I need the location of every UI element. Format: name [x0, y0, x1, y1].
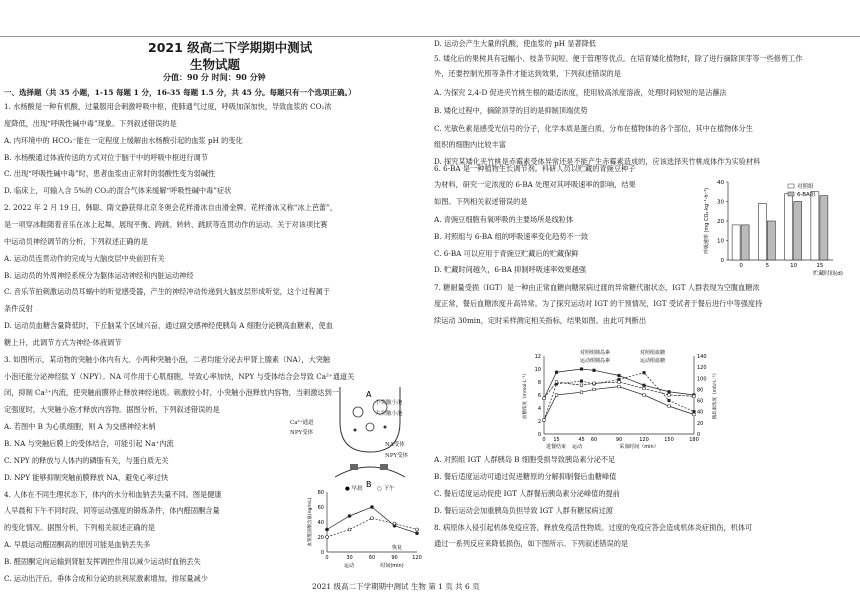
- x-tick-label: 0: [739, 263, 743, 269]
- bar: [741, 225, 749, 260]
- text-line: D. 运动员血糖含量降低时，下丘脑某个区域兴奋，通过副交感神经使胰岛 A 细胞分泌胰高血糖素，使血: [4, 321, 333, 331]
- data-point: [348, 528, 351, 531]
- x-tick-label: 5: [765, 263, 770, 269]
- text-line: 3. 如图所示，某动物的突触小体内有大、小两种突触小泡，二者均能分泌去甲肾上腺素（NA），大突触: [4, 354, 331, 364]
- text-line: D. 临床上，可输入含 5%的 CO₂的混合气体来缓解“呼吸性碱中毒”症状: [4, 186, 232, 196]
- data-point: [326, 528, 329, 531]
- data-point: [326, 536, 329, 539]
- data-point: [618, 385, 621, 388]
- data-point: [543, 397, 546, 400]
- text-line: 8. 病原体入侵引起机体免疫应答，释放免疫活性物质。过度的免疫应答会造成机体炎症损伤，机体可: [434, 523, 753, 532]
- text-line: C. 光敏色素是感受光信号的分子，化学本质是蛋白质，分布在植物体的各个部位，其中在植物体分生: [434, 124, 753, 133]
- text-line: 糖上升，此调节方式为神经-体液调节: [4, 337, 122, 347]
- score-time: 分值：90 分 时间：90 分钟: [163, 72, 266, 82]
- text-line: B. 醛固酮定向运输到肾脏发挥调控作用以减少运动时血钠丢失: [4, 556, 201, 566]
- data-point: [371, 506, 374, 509]
- data-point: [643, 387, 646, 390]
- data-point: [555, 371, 558, 374]
- text-line: 续运动 30min，定时采样测定相关指标，结果如图。由此可判断出: [434, 316, 647, 325]
- text-line: 组织的细胞内比较丰富: [434, 140, 506, 149]
- legend-afternoon: ○ 下午: [377, 486, 395, 492]
- text-line: 为材料，研究一定浓度的 6-BA 处理对其呼吸速率的影响，结果: [434, 180, 636, 189]
- text-line: 的变化情况。据图分析，下列相关叙述正确的是: [4, 523, 155, 533]
- y-tick-label-left: 0: [537, 432, 541, 438]
- y-tick-label-right: 80: [697, 387, 704, 394]
- text-line: B. 餐后适度运动可通过促进糖原的分解抑制餐后血糖峰值: [434, 472, 617, 481]
- text-line: 中运动员神经调节的分析，下列叙述正确的是: [4, 236, 148, 246]
- data-point: [668, 394, 671, 397]
- fig3-label-small: 小突触小泡: [375, 400, 403, 406]
- data-point: [580, 391, 583, 394]
- glucose-insulin-chart: [520, 346, 720, 462]
- bar: [811, 192, 819, 260]
- y-tick-label-left: 6: [537, 393, 541, 399]
- text-line: 4. 人体在不同生理状态下，体内的水分和血钠丢失量不同。图是健康: [4, 489, 222, 499]
- y-tick-label-left: 2: [537, 419, 541, 425]
- y-tick-label-right: 40: [697, 409, 704, 416]
- x-tick-label: 90: [615, 437, 623, 443]
- data-point: [416, 528, 419, 531]
- section-instruction: 一、选择题（共 35 小题，1-15 每题 1 分，16-35 每题 1.5 分，共 45 分。每题只有一个选项正确。）: [4, 88, 356, 97]
- text-line: C. 6-BA 可以应用于青豌豆贮藏后的贮藏保鲜: [434, 249, 579, 258]
- data-point: [693, 410, 696, 413]
- data-point: [618, 378, 621, 381]
- text-line: D. NPY 能够抑制突触前膜释放 NA，避免心率过快: [4, 472, 169, 482]
- legend-swatch: [788, 184, 794, 188]
- y-tick-label: 0: [720, 258, 724, 264]
- letter-a: A: [366, 390, 372, 399]
- x-tick-label: 120: [412, 555, 422, 561]
- data-point: [543, 419, 546, 422]
- data-point: [593, 369, 596, 372]
- data-point: [693, 395, 696, 398]
- y-tick-label: 30: [717, 199, 724, 206]
- text-line: B. 矮化过程中，摘除顶芽的目的是抑制顶端优势: [434, 106, 588, 115]
- x-tick-label: 0: [325, 555, 329, 561]
- y-tick-label-left: 4: [537, 406, 541, 412]
- subject-title: 生物试题: [190, 57, 241, 72]
- y-axis-label-right: 胰岛素浓度（mIU·L⁻¹）: [713, 370, 718, 420]
- legend-label: 对照组胰岛素: [580, 350, 611, 356]
- y-tick-label-right: 140: [697, 354, 707, 360]
- text-line: D. 餐后运动会加重胰岛负担导致 IGT 人群有糖尿病过渡: [434, 506, 613, 515]
- text-line: B. 运动员的外周神经系统分为躯体运动神经和内脏运动神经: [4, 270, 194, 280]
- respiration-bar-chart: [700, 170, 860, 285]
- fig3-label-large: 大突触小泡: [375, 411, 403, 417]
- y-tick-label: 20: [717, 219, 724, 225]
- data-point: [618, 381, 621, 384]
- y-tick-label-left: 8: [537, 380, 541, 386]
- data-point: [668, 405, 671, 408]
- legend-label: 6-BA组: [797, 192, 816, 198]
- text-line: 度降低，出现“呼吸性碱中毒”现象。下列叙述错误的是: [4, 118, 177, 128]
- text-line: A. 对照组 IGT 人群胰岛 B 细胞受损导致胰岛素分泌不足: [434, 455, 616, 464]
- legend-swatch: [788, 192, 794, 196]
- data-point: [593, 388, 596, 391]
- y-tick-label-right: 60: [697, 398, 704, 405]
- legend-label: 对照组: [797, 184, 814, 190]
- text-line: A. 为探究 2,4-D 促进夹竹桃生根的最适浓度，使用较高浓度溶液，处理时间较短的是沾蘸法: [434, 88, 727, 97]
- x-tick-label: 0: [542, 437, 546, 443]
- data-point: [393, 522, 396, 525]
- data-point: [555, 394, 558, 397]
- text-line: A. 运动员连贯动作的完成与大脑皮层中央前回有关: [4, 253, 165, 263]
- fig3-label-ca: Ca²⁺通道: [290, 420, 314, 426]
- text-line: C. 运动出汗后，垂体合成和分泌的抗利尿激素增加，排尿量减少: [4, 573, 208, 583]
- page-footer: 2021 级高二下学期期中测试 生物 第 1 页 共 6 页: [312, 582, 480, 591]
- text-line: 人早晨和下午不同时段、同等运动强度的锻炼条件，体内醛固酮含量: [4, 506, 220, 516]
- text-line: 闭，抑制 Ca²⁺内流，使突触前膜停止释放神经递质。刺激较小时，小突触小泡释放内容物，当刺激达到一: [4, 388, 339, 398]
- y-tick-label: 60: [317, 505, 324, 511]
- data-point: [348, 515, 351, 518]
- annotation-exercise: 运动: [572, 444, 583, 450]
- text-line: B. 水杨酸通过体液传送的方式对位于脑干中的呼吸中枢进行调节: [4, 152, 208, 162]
- y-tick-label-right: 0: [697, 432, 701, 438]
- text-line: 1. 水杨酸是一种有机酸，过量服用会刺激呼吸中枢，使肺通气过度，呼吸加深加快，导致血浆的 CO₂浓: [4, 102, 332, 111]
- y-tick-label: 10: [717, 238, 724, 245]
- x-tick-label: 30: [346, 555, 353, 561]
- data-point: [416, 532, 419, 535]
- fig3-label-na: NA受体: [385, 442, 405, 448]
- data-point: [580, 384, 583, 387]
- fig3-label-npy: NPY受体: [290, 430, 314, 436]
- data-point: [693, 413, 696, 416]
- text-line: 6. 6-BA 是一种植物生长调节剂。科研人员以贮藏的青豌豆种子: [434, 164, 636, 173]
- x-axis-label: 采血时间（min）: [619, 444, 659, 450]
- text-line: B. 对照组与 6-BA 组的呼吸速率变化趋势不一致: [434, 232, 589, 241]
- text-line: 通过一系列反应来降低损伤，如下图所示。下列叙述错误的是: [434, 539, 629, 548]
- page-title: 2021 级高二下学期期中测试: [148, 40, 313, 55]
- y-tick-label-right: 20: [697, 420, 704, 427]
- data-point: [668, 390, 671, 393]
- phase-exercise: 运动: [343, 563, 355, 569]
- text-line: D. 贮藏时间越久，6-BA 抑制呼吸速率效果越强: [434, 265, 587, 274]
- text-line: A. 青豌豆细胞有氧呼吸的主要场所是线粒体: [434, 215, 574, 224]
- x-axis-label: 时间(min): [380, 563, 404, 569]
- legend-label: 运动组胰岛素: [580, 358, 611, 364]
- data-point: [371, 517, 374, 520]
- data-point: [643, 384, 646, 387]
- text-line: 度正常，餐后血糖浓度升高异常。为了探究运动对 IGT 的干预情况，IGT 受试者于餐后进行中等强度持: [434, 299, 763, 308]
- y-axis-label-left: 血糖浓度（mmol·L⁻¹）: [523, 371, 528, 419]
- bar: [794, 202, 802, 261]
- series-line: [544, 382, 694, 398]
- legend-label: 对照组血糖: [640, 350, 666, 356]
- aldosterone-chart: [305, 482, 430, 577]
- fig3-label-npy2: NPY受体: [385, 453, 409, 459]
- data-point: [643, 371, 646, 374]
- y-tick-label: 0: [320, 550, 324, 556]
- y-axis-label: 呼吸速率 (mg CO₂·kg⁻¹·h⁻¹): [704, 187, 710, 255]
- data-point: [580, 380, 583, 383]
- text-line: 定强度时，大突触小泡才释放内容物。据图分析，下列叙述错误的是: [4, 405, 220, 415]
- bar: [758, 203, 766, 260]
- y-tick-label: 20: [317, 535, 324, 541]
- x-tick-label: 45: [578, 437, 585, 443]
- text-line: 5. 矮化后的果树具有冠幅小、枝条节间短、便于管理等优点。在培育矮化植物时，除了进行摘除顶芽等一些修剪工作: [434, 54, 803, 63]
- bar: [732, 225, 740, 260]
- text-line: C. 音乐节拍刺激运动员耳蜗中的听觉感受器，产生的神经冲动传递到大脑皮层形成听觉，这个过程属于: [4, 287, 331, 297]
- x-tick-label: 150: [664, 437, 674, 443]
- text-line: 是一项穿冰鞋随着音乐在冰上起舞，展现平衡、跨跳、转转、跳跃等连贯动作的运动。关于对该项比赛: [4, 219, 328, 229]
- y-tick-label-right: 100: [697, 376, 707, 383]
- data-point: [668, 399, 671, 402]
- data-point: [643, 394, 646, 397]
- series-line: [327, 507, 417, 533]
- x-tick-label: 180: [689, 437, 699, 443]
- phase-recovery: 恢复: [391, 545, 403, 551]
- x-tick-label: 15: [553, 437, 560, 443]
- letter-b: B: [366, 480, 372, 489]
- data-point: [555, 381, 558, 384]
- data-point: [593, 382, 596, 385]
- data-point: [618, 374, 621, 377]
- text-line: A. 内环境中的 HCO₃⁻能在一定程度上缓解由水杨酸引起的血浆 pH 的变化: [4, 135, 243, 145]
- bar: [767, 221, 775, 260]
- text-line: 条件反射: [4, 304, 33, 314]
- bar: [785, 194, 793, 260]
- y-tick-label: 40: [317, 520, 324, 526]
- legend-morning: ● 早晨: [345, 486, 363, 492]
- text-line: A. 若图中 B 为心肌细胞，则 A 为交感神经末梢: [4, 422, 156, 432]
- y-tick-label-right: 120: [697, 365, 707, 372]
- y-axis-label: 血浆醛固酮含量(ng/mL): [308, 497, 313, 547]
- text-line: B. NA 与突触后膜上的受体结合，可能引起 Na⁺内流: [4, 439, 174, 448]
- x-tick-label: 120: [639, 437, 649, 443]
- x-tick-label: 90: [391, 555, 398, 561]
- x-tick-label: 15: [816, 263, 824, 269]
- text-line: 如图。下列相关叙述错误的是: [434, 197, 528, 206]
- text-line: 2. 2022 年 2 月 19 日，韩聪、隋文静获得北京冬奥会花样滑冰自由滑金牌。花样滑冰又称“冰上芭蕾”，: [4, 203, 338, 213]
- legend-label: 运动组血糖: [640, 358, 666, 364]
- text-line: 外，还要控制光照等条件才能达到效果，下列叙述错误的是: [434, 69, 621, 78]
- text-line: C. NPY 的释放与人体内的磷脂有关，与蛋白质无关: [4, 455, 169, 465]
- text-line: 小泡还能分泌神经肽 Y（NPY）。NA 可作用于心肌细胞，导致心率加快，NPY 与受体结合会导致 Ca²⁺通道关: [4, 371, 355, 381]
- text-line: C. 餐后适度运动促使 IGT 人群餐后胰岛素分泌峰值的提前: [434, 489, 620, 498]
- x-tick-label: 60: [590, 437, 598, 443]
- y-tick-label: 40: [717, 180, 724, 186]
- bar: [820, 196, 828, 260]
- text-line: 7. 糖耐量受损（IGT）是一种由正常血糖向糖尿病过渡的异常糖代谢状态，IGT 人群表现为空腹血糖浓: [434, 283, 760, 292]
- synapse-figure: [310, 382, 430, 492]
- y-tick-label-left: 12: [534, 354, 541, 360]
- text-line: D. 探究某矮化夹竹桃是赤霉素受体异常还是不能产生赤霉素造成的，应该选择夹竹桃成体作为实验材料: [434, 157, 761, 166]
- x-axis-label: 贮藏时间(d): [813, 271, 843, 277]
- text-line: A. 早晨运动醛固酮高的原因可能是血钠丢失多: [4, 540, 151, 550]
- series-line: [544, 387, 694, 420]
- text-line: C. 出现“呼吸性碱中毒”时，患者血浆由正常时的弱酸性变为弱碱性: [4, 169, 216, 179]
- text-line: D. 运动会产生大量的乳酸，使血浆的 pH 显著降低: [434, 39, 597, 48]
- data-point: [580, 368, 583, 371]
- y-tick-label: 80: [317, 490, 324, 496]
- x-tick-label: 10: [790, 263, 798, 269]
- annotation-meal-end: 进餐结束: [546, 444, 567, 450]
- top-rule: [0, 36, 860, 37]
- x-tick-label: 60: [368, 555, 376, 561]
- y-tick-label-left: 10: [534, 367, 541, 373]
